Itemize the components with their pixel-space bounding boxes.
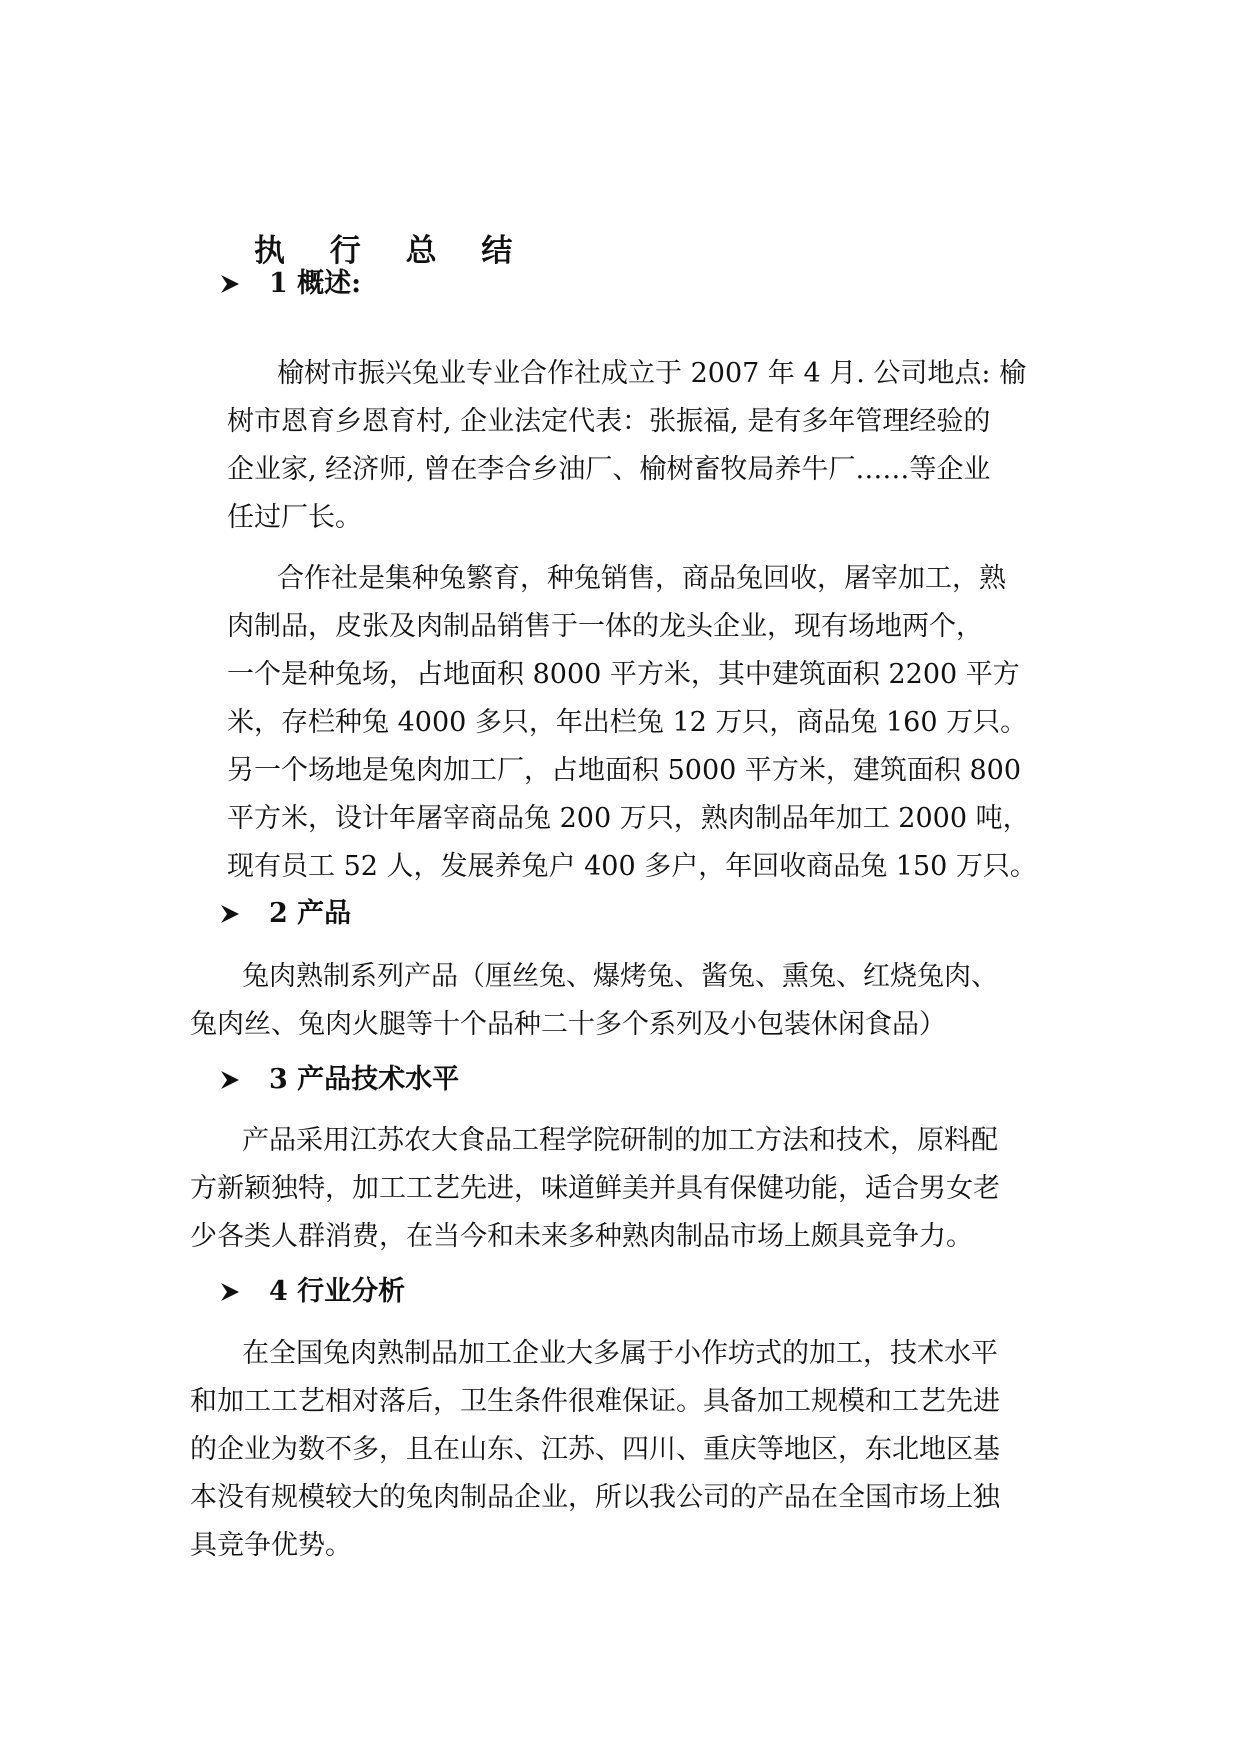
text-line: 一个是种兔场，占地面积 8000 平方米，其中建筑面积 2200 平方 (227, 659, 1020, 690)
text-line: 另一个场地是兔肉加工厂，占地面积 5000 平方米，建筑面积 800 (227, 755, 1021, 786)
text-line: 产品采用江苏农大食品工程学院研制的加工方法和技术，原料配 (242, 1125, 998, 1156)
text-line: 的企业为数不多，且在山东、江苏、四川、重庆等地区，东北地区基 (190, 1434, 1000, 1465)
section-heading-industry (219, 1270, 405, 1314)
overview-paragraph-2 (227, 555, 1037, 891)
text-line: 米，存栏种兔 4000 多只，年出栏兔 12 万只，商品兔 160 万只。 (227, 707, 1028, 738)
text-line: 树市恩育乡恩育村, 企业法定代表：张振福, 是有多年管理经验的 (227, 406, 991, 437)
text-line: 和加工工艺相对落后，卫生条件很难保证。具备加工规模和工艺先进 (190, 1386, 1000, 1417)
section-heading-technology (219, 1058, 459, 1102)
section-heading-products (219, 892, 351, 936)
section-heading-label: 3 产品技术水平 (269, 1064, 460, 1095)
section-heading-overview (219, 262, 361, 306)
text-line: 合作社是集种兔繁育，种兔销售，商品兔回收，屠宰加工，熟 (277, 563, 1006, 594)
text-line: 榆树市振兴兔业专业合作社成立于 2007 年 4 月. 公司地点: 榆 (277, 358, 1027, 389)
text-line: 任过厂长。 (227, 502, 362, 533)
products-paragraph (190, 953, 998, 1049)
document-title: 执 行 总 结 (254, 233, 530, 269)
overview-paragraph-1 (227, 350, 1026, 542)
text-line: 企业家, 经济师, 曾在李合乡油厂、榆树畜牧局养牛厂……等企业 (227, 454, 991, 485)
section-heading-label: 1 概述: (269, 268, 362, 299)
text-line: 具竞争优势。 (190, 1530, 352, 1561)
technology-paragraph (190, 1117, 1000, 1261)
text-line: 现有员工 52 人，发展养兔户 400 多户，年回收商品兔 150 万只。 (227, 851, 1037, 882)
text-line: 兔肉熟制系列产品（厘丝兔、爆烤兔、酱兔、熏兔、红烧兔肉、 (242, 961, 998, 992)
text-line: 在全国兔肉熟制品加工企业大多属于小作坊式的加工，技术水平 (242, 1338, 998, 1369)
section-heading-label: 4 行业分析 (269, 1276, 406, 1307)
arrow-bullet-icon (219, 903, 241, 925)
text-line: 兔肉丝、兔肉火腿等十个品种二十多个系列及小包装休闲食品） (190, 1009, 946, 1040)
industry-paragraph (190, 1330, 1000, 1570)
text-line: 肉制品，皮张及肉制品销售于一体的龙头企业，现有场地两个， (227, 611, 983, 642)
text-line: 少各类人群消费，在当今和未来多种熟肉制品市场上颇具竞争力。 (190, 1221, 973, 1252)
text-line: 本没有规模较大的兔肉制品企业，所以我公司的产品在全国市场上独 (190, 1482, 1000, 1513)
arrow-bullet-icon (219, 273, 241, 295)
text-line: 方新颖独特，加工工艺先进，味道鲜美并具有保健功能，适合男女老 (190, 1173, 1000, 1204)
text-line: 平方米，设计年屠宰商品兔 200 万只，熟肉制品年加工 2000 吨， (227, 803, 1030, 834)
arrow-bullet-icon (219, 1069, 241, 1091)
arrow-bullet-icon (219, 1281, 241, 1303)
section-heading-label: 2 产品 (269, 898, 352, 929)
